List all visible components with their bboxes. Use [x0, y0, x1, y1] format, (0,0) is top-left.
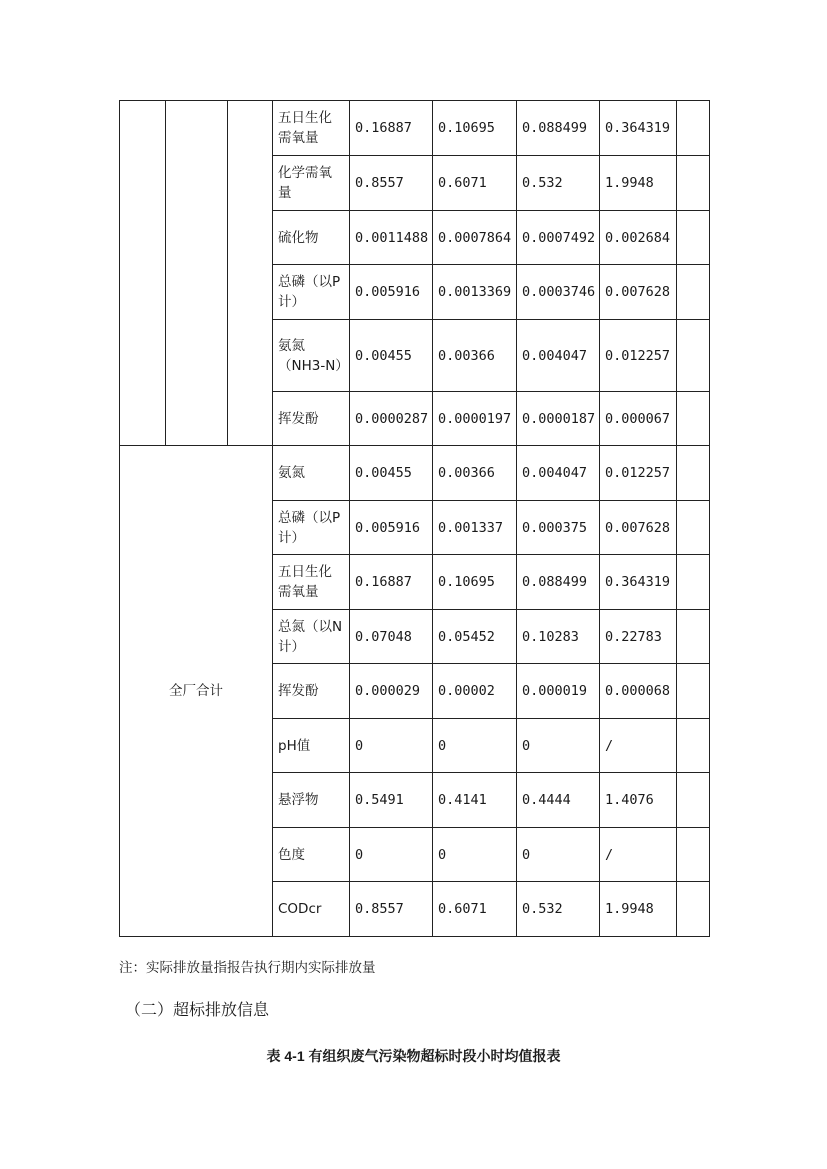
empty-cell — [677, 265, 710, 320]
pollutant-cell: 总氮（以N计） — [273, 610, 350, 664]
pollutant-cell: CODcr — [273, 882, 350, 937]
value-cell: 0.10695 — [433, 555, 517, 610]
value-cell: 0 — [517, 719, 600, 773]
value-cell: 0.005916 — [350, 265, 433, 320]
value-cell: 0.0000287 — [350, 392, 433, 446]
value-cell: / — [600, 719, 677, 773]
value-cell: 0.012257 — [600, 320, 677, 392]
pollutant-cell: 悬浮物 — [273, 773, 350, 828]
value-cell: 0.532 — [517, 156, 600, 211]
value-cell: 0.07048 — [350, 610, 433, 664]
value-cell: 0 — [433, 828, 517, 882]
empty-cell — [677, 610, 710, 664]
section-heading: （二）超标排放信息 — [125, 1000, 270, 1019]
value-cell: 0.16887 — [350, 555, 433, 610]
value-cell: 0.0000197 — [433, 392, 517, 446]
value-cell: 0.004047 — [517, 320, 600, 392]
merged-empty-cell — [228, 101, 273, 446]
table-row — [120, 101, 710, 156]
value-cell: 0 — [433, 719, 517, 773]
value-cell: 0.000019 — [517, 664, 600, 719]
empty-cell — [677, 882, 710, 937]
value-cell: 0 — [350, 719, 433, 773]
pollutant-cell: 五日生化需氧量 — [273, 101, 350, 156]
value-cell: 0.0011488 — [350, 211, 433, 265]
value-cell: 0.5491 — [350, 773, 433, 828]
value-cell: 0.000029 — [350, 664, 433, 719]
value-cell: 0.007628 — [600, 501, 677, 555]
pollutant-cell: 氨氮 — [273, 446, 350, 501]
table-row — [120, 446, 710, 501]
value-cell: 0 — [350, 828, 433, 882]
empty-cell — [677, 719, 710, 773]
value-cell: 0 — [517, 828, 600, 882]
value-cell: 0.4444 — [517, 773, 600, 828]
value-cell: 0.0007864 — [433, 211, 517, 265]
pollutant-cell: 挥发酚 — [273, 664, 350, 719]
value-cell: 0.012257 — [600, 446, 677, 501]
empty-cell — [677, 320, 710, 392]
value-cell: 0.6071 — [433, 882, 517, 937]
pollutant-cell: pH值 — [273, 719, 350, 773]
value-cell: 0.0013369 — [433, 265, 517, 320]
pollutant-cell: 化学需氧量 — [273, 156, 350, 211]
factory-total-label: 全厂合计 — [120, 446, 273, 937]
value-cell: 1.9948 — [600, 156, 677, 211]
value-cell: 0.000375 — [517, 501, 600, 555]
value-cell: 0.364319 — [600, 555, 677, 610]
empty-cell — [677, 828, 710, 882]
value-cell: 0.00366 — [433, 320, 517, 392]
value-cell: 0.00366 — [433, 446, 517, 501]
emissions-table — [119, 100, 710, 937]
merged-empty-cell — [166, 101, 228, 446]
pollutant-cell: 挥发酚 — [273, 392, 350, 446]
value-cell: 0.00455 — [350, 446, 433, 501]
value-cell: 0.8557 — [350, 156, 433, 211]
empty-cell — [677, 664, 710, 719]
empty-cell — [677, 446, 710, 501]
table-caption: 表 4-1 有组织废气污染物超标时段小时均值报表 — [266, 1048, 561, 1064]
value-cell: 1.9948 — [600, 882, 677, 937]
value-cell: / — [600, 828, 677, 882]
value-cell: 0.0003746 — [517, 265, 600, 320]
pollutant-cell: 硫化物 — [273, 211, 350, 265]
empty-cell — [677, 156, 710, 211]
value-cell: 0.088499 — [517, 555, 600, 610]
value-cell: 0.000068 — [600, 664, 677, 719]
value-cell: 0.364319 — [600, 101, 677, 156]
value-cell: 0.0000187 — [517, 392, 600, 446]
pollutant-cell: 五日生化需氧量 — [273, 555, 350, 610]
value-cell: 0.002684 — [600, 211, 677, 265]
value-cell: 0.6071 — [433, 156, 517, 211]
empty-cell — [677, 501, 710, 555]
value-cell: 0.10695 — [433, 101, 517, 156]
value-cell: 0.10283 — [517, 610, 600, 664]
empty-cell — [677, 773, 710, 828]
value-cell: 0.0007492 — [517, 211, 600, 265]
pollutant-cell: 总磷（以P计） — [273, 501, 350, 555]
value-cell: 0.05452 — [433, 610, 517, 664]
value-cell: 0.00002 — [433, 664, 517, 719]
value-cell: 0.16887 — [350, 101, 433, 156]
value-cell: 0.22783 — [600, 610, 677, 664]
value-cell: 0.004047 — [517, 446, 600, 501]
value-cell: 0.007628 — [600, 265, 677, 320]
pollutant-cell: 氨氮（NH3-N） — [273, 320, 350, 392]
value-cell: 0.000067 — [600, 392, 677, 446]
value-cell: 0.001337 — [433, 501, 517, 555]
value-cell: 1.4076 — [600, 773, 677, 828]
empty-cell — [677, 211, 710, 265]
value-cell: 0.00455 — [350, 320, 433, 392]
value-cell: 0.532 — [517, 882, 600, 937]
value-cell: 0.4141 — [433, 773, 517, 828]
value-cell: 0.8557 — [350, 882, 433, 937]
value-cell: 0.088499 — [517, 101, 600, 156]
pollutant-cell: 色度 — [273, 828, 350, 882]
merged-empty-cell — [120, 101, 166, 446]
empty-cell — [677, 392, 710, 446]
note-text: 注：实际排放量指报告执行期内实际排放量 — [119, 960, 376, 976]
value-cell: 0.005916 — [350, 501, 433, 555]
empty-cell — [677, 555, 710, 610]
empty-cell — [677, 101, 710, 156]
pollutant-cell: 总磷（以P计） — [273, 265, 350, 320]
